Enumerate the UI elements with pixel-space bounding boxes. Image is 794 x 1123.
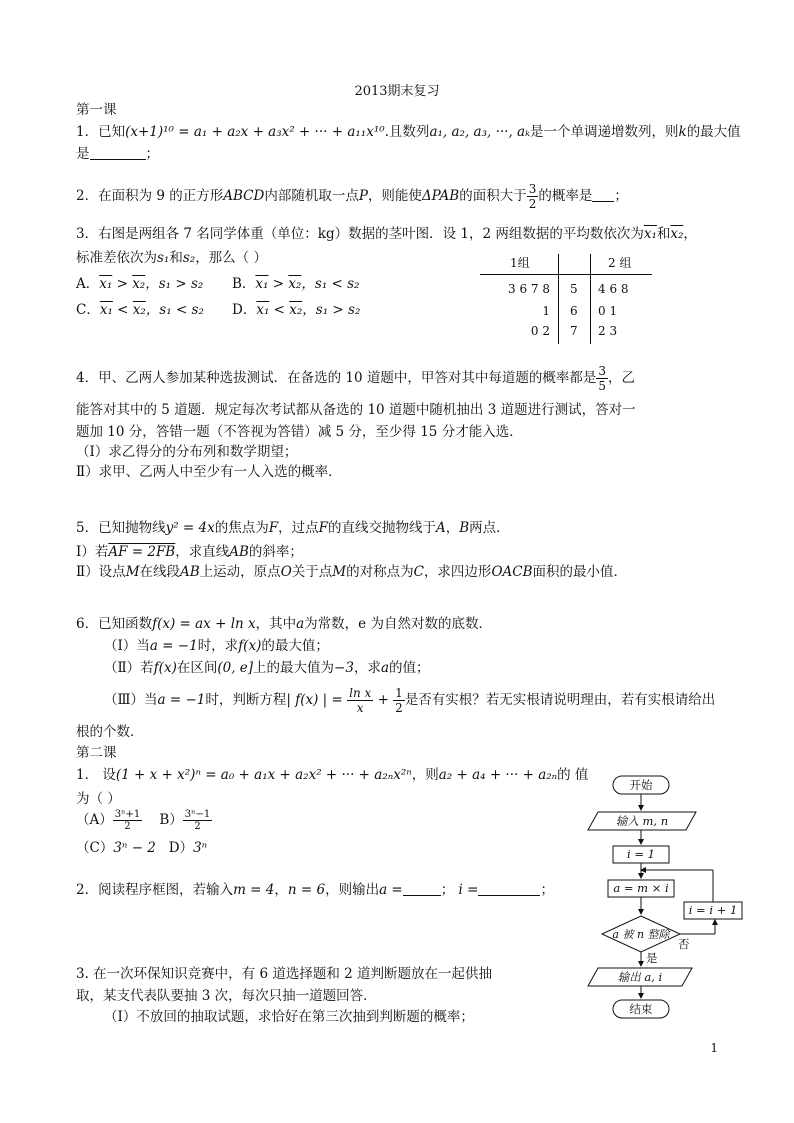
fraction <box>347 686 373 715</box>
text: 3．右图是两组各 7 名同学体重（单位：kg）数据的茎叶图．设 1，2 两组数据的平均数依次为 <box>76 226 644 242</box>
l1-q4-line1 <box>76 364 635 393</box>
fraction <box>393 686 405 715</box>
l1-q1-line2 <box>76 142 159 162</box>
frac-den: 5 <box>598 379 606 393</box>
var: −3 <box>334 660 354 676</box>
text: ， <box>683 226 697 242</box>
text: 的最大值； <box>261 638 329 654</box>
answer-blank-a[interactable] <box>403 881 441 896</box>
l1-q3-option-c[interactable] <box>76 298 204 318</box>
stemleaf-stem-0: 5 <box>570 282 578 296</box>
l1-q3-line2 <box>76 246 267 266</box>
flowchart-yes-label: 是 <box>646 951 658 965</box>
text: 是一个单调递增数列，则 <box>530 124 679 140</box>
var: a <box>296 616 305 632</box>
stemleaf-right-2: 2 3 <box>598 324 618 338</box>
var: ABCD <box>223 188 265 204</box>
var: x₁ <box>99 276 113 292</box>
text: 在线段 <box>139 564 181 580</box>
var: AF = 2FB <box>108 544 176 560</box>
l1-q3-line1 <box>76 222 697 242</box>
stemleaf-stem-1: 6 <box>570 304 578 318</box>
var: C <box>413 564 424 580</box>
text: ，则能使 <box>367 188 422 204</box>
op: > <box>116 276 128 292</box>
flowchart-condition: a 被 n 整除 <box>612 928 670 941</box>
flowchart-increment: i = i + 1 <box>688 903 738 917</box>
var: a <box>380 660 390 676</box>
text: 和 <box>656 226 671 242</box>
l1-q5-line1 <box>76 516 510 536</box>
text: 时，判断方程 <box>205 692 287 708</box>
text: ，那么（ ） <box>195 250 267 266</box>
opt-label: A． <box>76 276 100 292</box>
fraction <box>183 809 212 832</box>
var: f(x) <box>238 638 262 654</box>
lesson1-heading: 第一课 <box>76 102 117 118</box>
l2-q1-options-cd <box>76 836 207 856</box>
text: 2．阅读程序框图，若输入 <box>76 882 234 898</box>
l1-q6-part1 <box>104 634 329 654</box>
l1-q3-option-d[interactable] <box>232 298 360 318</box>
var: x₁ <box>255 276 269 292</box>
var: M <box>332 564 347 580</box>
page-title: 2013期末复习 <box>354 84 440 99</box>
text: 的概率是 <box>538 188 593 204</box>
text: 的值； <box>389 660 430 676</box>
l1-q4-part2: Ⅱ）求甲、乙两人中至少有一人入选的概率． <box>76 464 342 480</box>
text: ； <box>614 188 628 204</box>
stemleaf-header-left: 1组 <box>510 256 530 270</box>
stemleaf-right-0: 4 6 8 <box>598 282 629 296</box>
flowchart-start: 开始 <box>629 778 653 792</box>
var: f(x) <box>153 660 177 676</box>
opt-label: （A） <box>76 812 113 828</box>
l1-q6-part3-line2: 根的个数． <box>76 724 144 740</box>
flowchart-no-label: 否 <box>678 937 690 951</box>
opt-label: B） <box>159 812 183 828</box>
text: ， <box>445 520 460 536</box>
text: 是否有实根？若无实根请说明理由，若有实根请给出 <box>404 692 716 708</box>
l2-q3-part1: （Ⅰ）不放回的抽取试题，求恰好在第三次抽到判断题的概率； <box>104 1009 474 1025</box>
l1-q6-part2 <box>104 656 430 676</box>
l1-q4-line3: 题加 10 分，答错一题（不答视为答错）减 5 分，至少得 15 分才能入选． <box>76 424 523 440</box>
frac-den: 2 <box>194 821 201 832</box>
option-c[interactable] <box>76 840 156 856</box>
l1-q1-line1 <box>76 120 741 140</box>
flowchart-assign: a = m × i <box>613 881 669 895</box>
text: ，s₁ < s₂ <box>145 302 204 318</box>
var-k: k <box>678 124 687 140</box>
var: y² = 4x <box>165 520 215 536</box>
text: 5．已知抛物线 <box>76 520 166 536</box>
var: AB <box>229 544 249 560</box>
stemleaf-left-2: 0 2 <box>530 324 550 338</box>
text: 上运动，原点 <box>199 564 281 580</box>
formula: (1 + x + x²)ⁿ = a₀ + a₁x + a₂x² + ··· + a₂ₙx²ⁿ <box>115 767 412 783</box>
lesson2-heading: 第二课 <box>76 745 117 761</box>
text: ； <box>145 146 159 162</box>
answer-blank[interactable] <box>90 145 146 160</box>
text: ，则 <box>411 767 439 783</box>
flowchart-end: 结束 <box>629 1002 653 1016</box>
text: 两点． <box>469 520 510 536</box>
var: f(x) = ax + ln x <box>152 616 256 632</box>
stemleaf-stem-2: 7 <box>570 324 578 338</box>
value: 3ⁿ <box>193 840 208 856</box>
l2-q1-options-ab <box>76 808 212 832</box>
var: OACB <box>491 564 533 580</box>
text: 关于点 <box>291 564 333 580</box>
frac-den: x <box>356 701 364 715</box>
text: 1． 设 <box>76 767 116 783</box>
fraction <box>596 364 608 393</box>
text: ； <box>440 882 455 898</box>
l1-q6-line1 <box>76 612 492 632</box>
var: s₁ <box>157 250 170 266</box>
stemleaf-vline-right <box>590 254 591 344</box>
text: 1．已知 <box>76 124 126 140</box>
var: x₁ <box>99 302 113 318</box>
text: （Ⅲ）当 <box>104 692 158 708</box>
text: ，s₁ > s₂ <box>302 302 361 318</box>
stemleaf-left-0: 3 6 7 8 <box>508 282 550 296</box>
text: 在区间 <box>176 660 218 676</box>
text: 的 值 <box>557 767 589 783</box>
text: ，求四边形 <box>423 564 492 580</box>
text: ，求 <box>353 660 381 676</box>
value: 3ⁿ − 2 <box>113 840 156 856</box>
frac-den: 2 <box>528 197 537 211</box>
text: ； <box>540 882 554 898</box>
l1-q3-option-a[interactable] <box>76 272 203 292</box>
text: 的直线交抛物线于 <box>327 520 436 536</box>
var: x₁ <box>256 302 270 318</box>
var: i = <box>458 882 479 898</box>
var: P <box>358 188 368 204</box>
l1-q6-part3 <box>104 686 715 715</box>
text: 面积的最小值． <box>532 564 628 580</box>
l1-q5-part2 <box>76 560 627 580</box>
frac-den: 2 <box>124 821 131 832</box>
text: 标准差依次为 <box>76 250 157 266</box>
text: Ⅰ）若 <box>76 544 109 560</box>
text: 6．已知函数 <box>76 616 153 632</box>
frac-num: 3ⁿ−1 <box>184 809 211 820</box>
flowchart-input: 输入 m, n <box>615 814 669 828</box>
op: + <box>377 692 389 708</box>
var: (0, e] <box>217 660 254 676</box>
var: x₂ <box>289 302 303 318</box>
flowchart <box>580 770 750 1025</box>
text: ，s₁ > s₂ <box>145 276 204 292</box>
frac-den: 2 <box>395 701 403 715</box>
stemleaf-header-right: 2 组 <box>608 256 632 270</box>
text: 的对称点为 <box>346 564 414 580</box>
stem-leaf-plot <box>480 254 652 344</box>
l1-q2 <box>76 182 628 211</box>
text: 2．在面积为 9 的正方形 <box>76 188 224 204</box>
answer-blank-i[interactable] <box>478 881 540 896</box>
l1-q4-line2: 能答对其中的 5 道题．规定每次考试都从备选的 10 道题中随机抽出 3 道题进行测试，答对一 <box>76 402 636 418</box>
page-number: 1 <box>710 1041 718 1055</box>
option-d[interactable] <box>169 840 207 856</box>
text: 的斜率； <box>248 544 303 560</box>
var: x₂ <box>288 276 302 292</box>
l2-q3-line2: 取，某支代表队要抽 3 次，每次只抽一道题回答． <box>76 988 377 1004</box>
var: F <box>268 520 279 536</box>
var: s₂ <box>182 250 196 266</box>
answer-blank[interactable] <box>592 187 614 202</box>
text: 为常数，e 为自然对数的底数． <box>304 616 492 632</box>
text: 的最大值 <box>686 124 741 140</box>
frac-num: 3ⁿ+1 <box>114 809 141 820</box>
l2-q1-line1 <box>76 763 588 783</box>
fraction <box>113 809 142 832</box>
var: | f(x) | = <box>286 692 343 708</box>
text: ，乙 <box>608 370 635 386</box>
l1-q4-part1: （Ⅰ）求乙得分的分布列和数学期望； <box>76 444 298 460</box>
text: ，其中 <box>255 616 297 632</box>
var: B <box>459 520 470 536</box>
text: ， <box>274 882 288 898</box>
frac-num: 3 <box>598 364 606 378</box>
text: 的面积大于 <box>459 188 527 204</box>
text: .且数列 <box>384 124 430 140</box>
var: a = −1 <box>157 692 206 708</box>
opt-label: D） <box>168 840 194 856</box>
stemleaf-left-1: 1 <box>542 304 550 318</box>
formula: a₂ + a₄ + ··· + a₂ₙ <box>438 767 558 783</box>
op: < <box>273 302 285 318</box>
var: F <box>318 520 328 536</box>
text: ，则输出 <box>325 882 380 898</box>
text: 时，求 <box>197 638 239 654</box>
text: ，过点 <box>278 520 319 536</box>
stemleaf-hline <box>480 274 652 275</box>
text: 4．甲、乙两人参加某种选拔测试．在备选的 10 道题中，甲答对其中每道题的概率都是 <box>76 370 597 386</box>
var: x₂ <box>670 226 684 242</box>
var: AB <box>180 564 200 580</box>
text: Ⅱ）设点 <box>76 564 126 580</box>
opt-label: D． <box>232 302 257 318</box>
fraction <box>527 182 539 211</box>
var: n = 6 <box>287 882 326 898</box>
flowchart-lines <box>580 770 750 1025</box>
option-a[interactable] <box>76 809 142 832</box>
frac-num: 1 <box>395 686 403 700</box>
text: 是 <box>76 146 90 162</box>
l2-q3-line1: 3. 在一次环保知识竞赛中，有 6 道选择题和 2 道判断题放在一起供抽 <box>76 966 493 982</box>
var: ΔPAB <box>421 188 460 204</box>
flowchart-output: 输出 a, i <box>617 970 663 984</box>
stemleaf-right-1: 0 1 <box>598 304 618 318</box>
l2-q2 <box>76 878 554 898</box>
text: ，求直线 <box>175 544 230 560</box>
opt-label: （C） <box>76 840 114 856</box>
var: x₂ <box>132 302 146 318</box>
text: 内部随机取一点 <box>264 188 359 204</box>
sequence: a₁, a₂, a₃, ···, aₖ <box>429 124 530 140</box>
stemleaf-vline-left <box>558 254 559 344</box>
var: a = −1 <box>149 638 198 654</box>
op: > <box>272 276 285 292</box>
text: （Ⅰ）当 <box>104 638 150 654</box>
option-b[interactable] <box>159 809 212 832</box>
formula: (x+1)¹⁰ = a₁ + a₂x + a₃x² + ··· + a₁₁x¹⁰ <box>125 124 385 140</box>
opt-label: B． <box>232 276 256 292</box>
text: ，s₁ < s₂ <box>301 276 360 292</box>
frac-num: ln x <box>349 686 372 700</box>
var: m = 4 <box>233 882 275 898</box>
var: a = <box>379 882 403 898</box>
flowchart-init: i = 1 <box>627 847 655 861</box>
text: 上的最大值为 <box>253 660 335 676</box>
l1-q3-option-b[interactable] <box>232 272 359 292</box>
frac-num: 3 <box>528 182 537 196</box>
opt-label: C． <box>76 302 100 318</box>
l1-q5-part1 <box>76 540 303 560</box>
text: 和 <box>169 250 183 266</box>
text: （Ⅱ）若 <box>104 660 154 676</box>
op: < <box>117 302 129 318</box>
text: 的焦点为 <box>214 520 269 536</box>
var: x₁ <box>643 226 657 242</box>
l2-q1-line2: 为（ ） <box>76 791 121 807</box>
var: A <box>435 520 446 536</box>
var: x₂ <box>132 276 146 292</box>
var: O <box>280 564 292 580</box>
var: M <box>125 564 140 580</box>
